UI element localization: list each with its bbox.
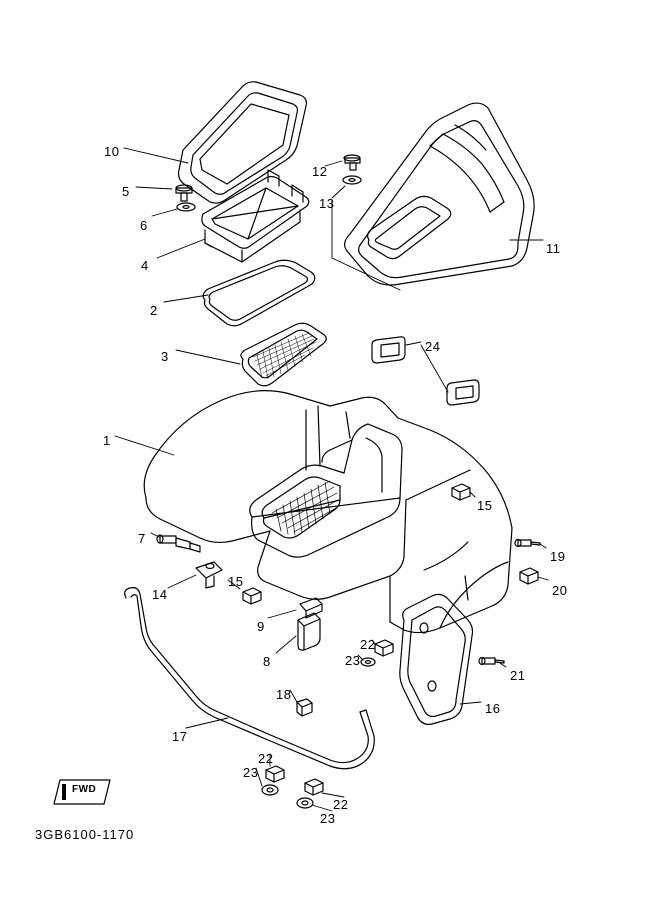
callout-21: 21 — [510, 668, 526, 683]
callout-15-left: 15 — [228, 574, 244, 589]
part-16-guard-plate — [400, 594, 473, 724]
callout-9: 9 — [257, 619, 265, 634]
part-4-bracket — [202, 170, 309, 262]
callout-10: 10 — [104, 144, 120, 159]
part-12-bolt — [344, 155, 360, 170]
part-22-nut-bottom-left — [266, 766, 284, 782]
part-23-washer-mid — [361, 658, 375, 666]
callout-8: 8 — [263, 654, 271, 669]
part-6-washer — [177, 203, 195, 211]
callout-15-right: 15 — [477, 498, 493, 513]
leader-lines — [115, 148, 548, 811]
part-20-nut — [520, 568, 538, 584]
callout-19: 19 — [550, 549, 566, 564]
part-24-grommet-lower — [447, 380, 479, 405]
callout-2: 2 — [150, 303, 158, 318]
callout-1: 1 — [103, 433, 111, 448]
part-18-spacer — [297, 699, 312, 716]
part-14-clamp — [196, 562, 222, 588]
part-15-nut-left — [243, 588, 261, 604]
part-2-seat-cushion — [203, 260, 315, 326]
callout-4: 4 — [141, 258, 149, 273]
part-24-grommet-upper — [372, 337, 405, 363]
callout-22-bottom-left: 22 — [258, 751, 274, 766]
part-23-washer-bottom-right — [297, 798, 313, 808]
callout-18: 18 — [276, 687, 292, 702]
part-19-screw — [515, 540, 540, 547]
callout-5: 5 — [122, 184, 130, 199]
callout-23-bottom-left: 23 — [243, 765, 259, 780]
part-17-bumper-bar — [125, 588, 375, 769]
callout-13: 13 — [319, 196, 335, 211]
part-5-bolt — [176, 185, 192, 201]
part-9-clip — [300, 598, 322, 618]
part-15-nut-right — [452, 484, 470, 500]
callout-24: 24 — [425, 339, 441, 354]
part-11-front-cover — [345, 103, 535, 285]
part-22-nut-mid — [375, 640, 393, 656]
callout-11: 11 — [546, 241, 561, 256]
callout-17: 17 — [172, 729, 188, 744]
callout-7: 7 — [138, 531, 146, 546]
part-3-mesh-panel — [241, 323, 326, 386]
diagram-part-code: 3GB6100-1170 — [35, 827, 135, 842]
part-13-washer — [343, 176, 361, 184]
callout-22-mid: 22 — [360, 637, 376, 652]
callout-23-bottom-right: 23 — [320, 811, 336, 826]
callout-23-mid: 23 — [345, 653, 361, 668]
callout-12: 12 — [312, 164, 328, 179]
callout-22-bottom-right: 22 — [333, 797, 349, 812]
callout-14: 14 — [152, 587, 168, 602]
part-1-front-fender — [144, 391, 512, 633]
part-8-bracket — [298, 613, 320, 650]
callout-16: 16 — [485, 701, 501, 716]
part-7-fitting — [157, 535, 200, 552]
callout-20: 20 — [552, 583, 568, 598]
part-23-washer-bottom-left — [262, 785, 278, 795]
fwd-direction-label: FWD — [72, 784, 97, 795]
part-22-nut-bottom-right — [305, 779, 323, 795]
callout-3: 3 — [161, 349, 169, 364]
callout-6: 6 — [140, 218, 148, 233]
